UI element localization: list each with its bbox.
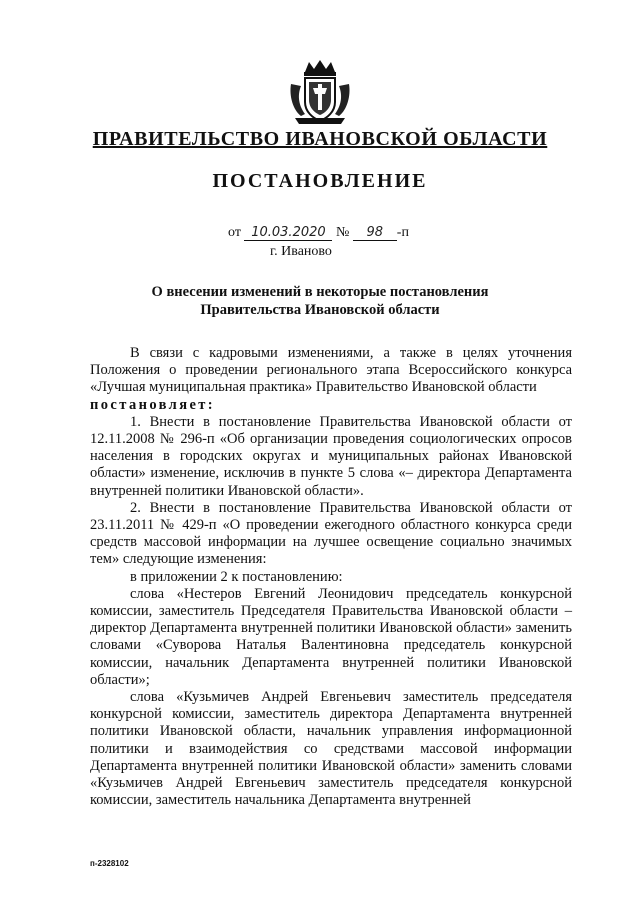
decrees-word [90, 397, 572, 414]
document-code: п-2328102 [90, 859, 129, 868]
paragraph-appendix: в приложении 2 к постановлению: [130, 568, 343, 585]
date-value: 10.03.2020 [244, 226, 332, 241]
paragraph-intro: В связи с кадровыми изменениями, а также в целях уточнения Положения о проведении регионального этапа Всероссийского конкурса «Лучшая муниципальная практика» Правительство Ивановской области [90, 345, 572, 396]
paragraph-words-1: слова «Нестеров Евгений Леонидович председатель конкурсной комиссии, заместитель Председателя Правительства Ивановской области – директор Департамента внутренней политики Ивановской области» заменить словами «Суворова Наталья Валентиновна председатель конкурсной комиссии, начальник Департамента внутренней политики Ивановской области»; [90, 585, 572, 688]
coat-of-arms-icon [287, 58, 353, 126]
city: г. Иваново [270, 244, 332, 259]
date-label: от [228, 225, 241, 240]
dateline [228, 225, 409, 241]
subject-line: О внесении изменений в некоторые постановления [151, 284, 489, 300]
document-type-title: ПОСТАНОВЛЕНИЕ [212, 170, 428, 192]
decrees-label: постановляет: [90, 396, 216, 413]
paragraph-item-1: 1. Внести в постановление Правительства Ивановской области от 12.11.2008 № 296-п «Об организации проведения социологических опросов населения в городских округах и муниципальных районах Ивановской области» изменение, исключив в пункте 5 слова «– директора Департамента внутренней политики Ивановской области». [90, 413, 572, 499]
number-suffix: -п [396, 225, 409, 240]
paragraph-item-2: 2. Внести в постановление Правительства Ивановской области от 23.11.2011 № 429-п «О проведении ежегодного областного конкурса среди средств массовой информации на лучшее освещение социально значимых тем» следующие изменения: [90, 499, 572, 568]
government-title: ПРАВИТЕЛЬСТВО ИВАНОВСКОЙ ОБЛАСТИ [92, 128, 548, 150]
number-value: 98 [353, 226, 397, 241]
paragraph-words-2: слова «Кузьмичев Андрей Евгеньевич заместитель председателя конкурсной комиссии, заместитель директора Департамента внутренней политики Ивановской области, начальник управления информационной политики и взаимодействия со средствами массовой информации Департамента внутренней политики Ивановской области» заменить словами «Кузьмичев Андрей Евгеньевич заместитель председателя конкурсной комиссии, заместитель начальника Департамента внутренней [90, 689, 572, 809]
subject-heading [0, 283, 640, 319]
document-body [90, 345, 572, 809]
number-label: № [335, 225, 350, 240]
subject-line: Правительства Ивановской области [200, 302, 440, 318]
